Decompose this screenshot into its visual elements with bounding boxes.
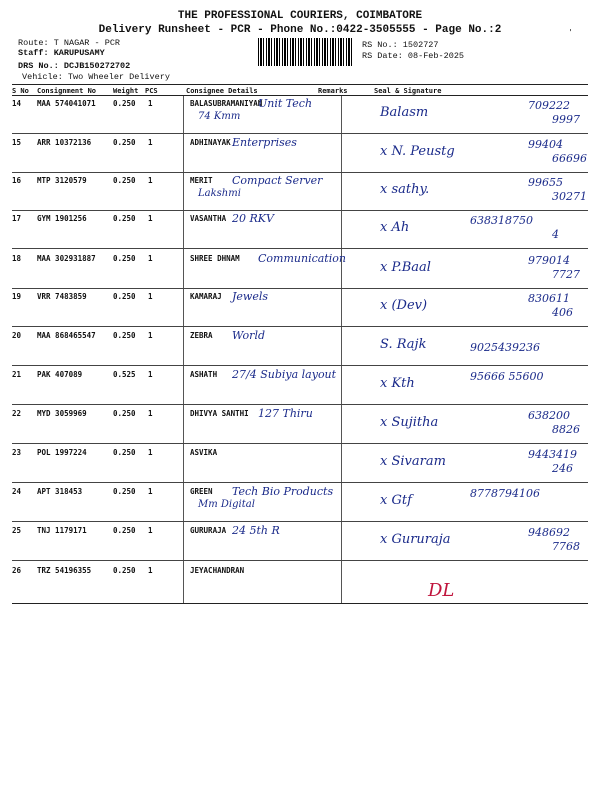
row-weight: 0.250 <box>113 487 136 496</box>
row-sno: 15 <box>12 138 22 147</box>
row-phone: 8778794106 <box>470 487 540 500</box>
row-sno: 26 <box>12 566 22 575</box>
row-consignee-name: GREEN <box>190 487 213 496</box>
row-divider <box>12 521 588 522</box>
row-sno: 19 <box>12 292 22 301</box>
row-divider <box>12 248 588 249</box>
row-consignee-name: VASANTHA <box>190 214 227 223</box>
row-divider <box>12 172 588 173</box>
row-consignment-no: ARR 10372136 <box>37 138 92 147</box>
row-handwritten-address: 127 Thiru <box>258 407 313 420</box>
row-handwritten-address-line2: 74 Kmm <box>198 111 241 122</box>
row-consignee-name: KAMARAJ <box>190 292 222 301</box>
row-pcs: 1 <box>148 566 153 575</box>
row-consignment-no: MAA 868465547 <box>37 331 96 340</box>
row-handwritten-address-line2: Lakshmi <box>198 188 241 199</box>
row-phone: 638200 <box>528 409 570 422</box>
row-phone-continued: 7768 <box>552 540 580 553</box>
row-sno: 24 <box>12 487 22 496</box>
row-divider <box>12 365 588 366</box>
barcode <box>258 38 354 66</box>
row-consignment-no: TRZ 54196355 <box>37 566 92 575</box>
row-signature: x Sivaram <box>380 454 446 469</box>
row-handwritten-address: 27/4 Subiya layout <box>232 368 337 381</box>
row-weight: 0.250 <box>113 409 136 418</box>
row-consignee-name: JEYACHANDRAN <box>190 566 245 575</box>
row-phone: 99404 <box>528 138 563 151</box>
row-consignment-no: TNJ 1179171 <box>37 526 87 535</box>
row-weight: 0.250 <box>113 448 136 457</box>
row-pcs: 1 <box>148 254 153 263</box>
row-handwritten-address-line2: Mm Digital <box>198 499 255 510</box>
row-divider <box>12 404 588 405</box>
row-weight: 0.250 <box>113 292 136 301</box>
row-sno: 16 <box>12 176 22 185</box>
row-consignee-name: GURURAJA <box>190 526 227 535</box>
row-signature: DL <box>428 580 455 601</box>
row-consignee-name: ZEBRA <box>190 331 213 340</box>
rs-number: RS No.: 1502727 <box>362 40 439 50</box>
row-phone-continued: 9997 <box>552 113 580 126</box>
row-phone-continued: 246 <box>552 462 573 475</box>
row-pcs: 1 <box>148 292 153 301</box>
row-sno: 22 <box>12 409 22 418</box>
row-pcs: 1 <box>148 214 153 223</box>
col-weight: Weight <box>113 87 139 95</box>
row-weight: 0.525 <box>113 370 136 379</box>
runsheet-subtitle: Delivery Runsheet - PCR - Phone No.:0422-3505555 - Page No.:2 <box>98 24 502 36</box>
row-phone: 95666 55600 <box>470 370 544 383</box>
row-handwritten-address: Communication <box>258 252 346 265</box>
staff-label: Staff: KARUPUSAMY <box>18 48 105 58</box>
route-label: Route: T NAGAR - PCR <box>18 38 121 48</box>
row-pcs: 1 <box>148 487 153 496</box>
row-sno: 25 <box>12 526 22 535</box>
row-signature: S. Rajk <box>380 337 427 352</box>
row-consignee-name: ASHATH <box>190 370 218 379</box>
col-pcs: PCS <box>145 87 158 95</box>
row-phone: 638318750 <box>470 214 533 227</box>
row-weight: 0.250 <box>113 176 136 185</box>
row-consignee-name: MERIT <box>190 176 213 185</box>
row-phone: 830611 <box>528 292 570 305</box>
corner-mark: ' <box>568 28 573 37</box>
row-consignment-no: APT 318453 <box>37 487 83 496</box>
row-signature: Balasm <box>380 105 429 120</box>
row-pcs: 1 <box>148 526 153 535</box>
row-divider <box>12 560 588 561</box>
row-sno: 20 <box>12 331 22 340</box>
row-weight: 0.250 <box>113 214 136 223</box>
row-weight: 0.250 <box>113 254 136 263</box>
row-pcs: 1 <box>148 99 153 108</box>
row-signature: x Sujitha <box>380 415 439 430</box>
row-weight: 0.250 <box>113 99 136 108</box>
row-consignee-name: BALASUBRAMANIYAN <box>190 99 263 108</box>
row-signature: x N. Peustg <box>380 144 455 159</box>
row-divider <box>12 288 588 289</box>
row-handwritten-address: 24 5th R <box>232 524 280 537</box>
row-divider <box>12 133 588 134</box>
row-consignment-no: POL 1997224 <box>37 448 87 457</box>
row-signature: x Kth <box>380 376 415 391</box>
row-consignee-name: ADHINAYAK <box>190 138 231 147</box>
row-weight: 0.250 <box>113 566 136 575</box>
row-pcs: 1 <box>148 448 153 457</box>
row-consignment-no: MAA 574041071 <box>37 99 96 108</box>
row-pcs: 1 <box>148 409 153 418</box>
row-divider <box>12 326 588 327</box>
table-bottom-rule <box>12 603 588 604</box>
col-sno: S No <box>12 87 29 95</box>
row-phone-continued: 30271 <box>552 190 587 203</box>
row-divider <box>12 210 588 211</box>
row-consignment-no: MAA 302931887 <box>37 254 96 263</box>
row-consignment-no: MYD 3059969 <box>37 409 87 418</box>
drs-label: DRS No.: DCJB150272702 <box>18 61 131 71</box>
row-sno: 23 <box>12 448 22 457</box>
row-sno: 17 <box>12 214 22 223</box>
row-weight: 0.250 <box>113 138 136 147</box>
row-sno: 14 <box>12 99 22 108</box>
row-consignee-name: ASVIKA <box>190 448 218 457</box>
row-divider <box>12 482 588 483</box>
col-remarks: Remarks <box>318 87 348 95</box>
row-consignee-name: SHREE DHNAM <box>190 254 240 263</box>
row-sno: 21 <box>12 370 22 379</box>
rs-date: RS Date: 08-Feb-2025 <box>362 51 465 61</box>
row-pcs: 1 <box>148 370 153 379</box>
row-phone-continued: 7727 <box>552 268 580 281</box>
row-handwritten-address: Jewels <box>232 290 269 303</box>
row-weight: 0.250 <box>113 331 136 340</box>
row-handwritten-address: Tech Bio Products <box>232 485 334 498</box>
row-signature: x (Dev) <box>380 298 428 313</box>
row-signature: x Ah <box>380 220 410 235</box>
row-phone: 979014 <box>528 254 570 267</box>
table-top-rule <box>12 84 588 85</box>
row-signature: x P.Baal <box>380 260 431 275</box>
col-seal: Seal & Signature <box>374 87 442 95</box>
row-consignment-no: MTP 3120579 <box>37 176 87 185</box>
row-sno: 18 <box>12 254 22 263</box>
row-phone-continued: 8826 <box>552 423 580 436</box>
row-consignment-no: PAK 407089 <box>37 370 83 379</box>
header-rule <box>12 95 588 96</box>
row-handwritten-address: Compact Server <box>232 174 323 187</box>
vehicle-label: Vehicle: Two Wheeler Delivery <box>22 72 170 82</box>
row-phone: 99655 <box>528 176 563 189</box>
col-consignment: Consignment No <box>37 87 97 95</box>
row-consignee-name: DHIVYA SANTHI <box>190 409 249 418</box>
row-handwritten-address: 20 RKV <box>232 212 274 225</box>
row-pcs: 1 <box>148 138 153 147</box>
row-consignment-no: GYM 1901256 <box>37 214 87 223</box>
row-phone: 9443419 <box>528 448 577 461</box>
runsheet-title: THE PROFESSIONAL COURIERS, COIMBATORE <box>177 10 423 22</box>
row-weight: 0.250 <box>113 526 136 535</box>
row-handwritten-address: Enterprises <box>232 136 297 149</box>
row-signature: x sathy. <box>380 182 430 197</box>
row-phone: 9025439236 <box>470 341 540 354</box>
row-consignment-no: VRR 7483859 <box>37 292 87 301</box>
row-signature: x Gtf <box>380 493 412 508</box>
row-phone-continued: 4 <box>552 228 559 241</box>
row-divider <box>12 443 588 444</box>
row-handwritten-address: Unit Tech <box>258 97 313 110</box>
row-signature: x Gururaja <box>380 532 451 547</box>
row-phone-continued: 406 <box>552 306 573 319</box>
row-handwritten-address: World <box>232 329 265 342</box>
row-pcs: 1 <box>148 331 153 340</box>
row-phone-continued: 66696 <box>552 152 587 165</box>
col-consignee: Consignee Details <box>186 87 258 95</box>
row-phone: 948692 <box>528 526 570 539</box>
row-pcs: 1 <box>148 176 153 185</box>
row-phone: 709222 <box>528 99 570 112</box>
